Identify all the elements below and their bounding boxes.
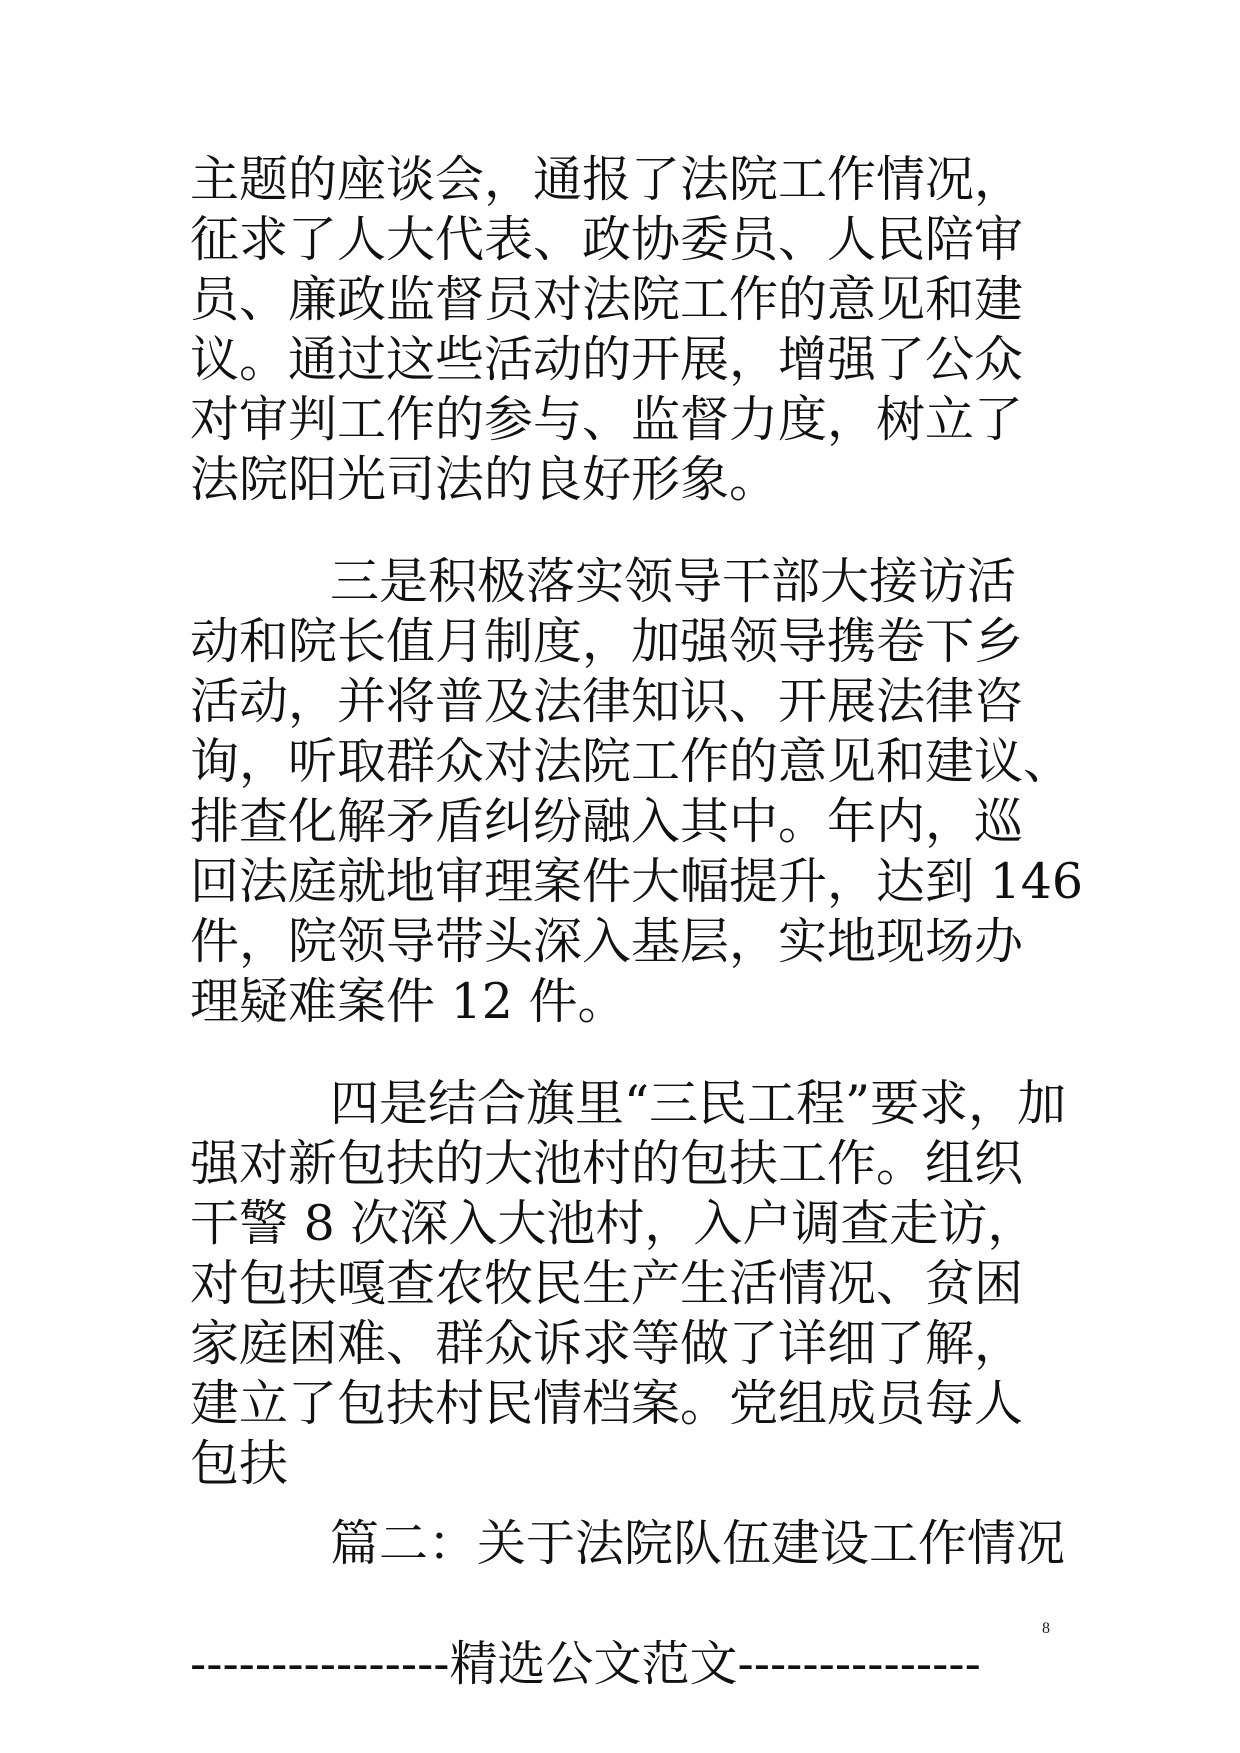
paragraph-line: 法院阳光司法的良好形象。: [190, 451, 779, 508]
section-heading: 篇二：关于法院队伍建设工作情况: [330, 1515, 1066, 1572]
paragraph-2: [190, 552, 1084, 1032]
paragraph-line: 强对新包扶的大池村的包扶工作。组织: [190, 1135, 1024, 1192]
page-number: 8: [1042, 1620, 1050, 1637]
paragraph-line: 排查化解矛盾纠纷融入其中。年内，巡: [190, 793, 1024, 850]
paragraph-line: 件，院领导带头深入基层，实地现场办: [190, 913, 1024, 970]
paragraph-line: 四是结合旗里“三民工程”要求，加: [330, 1075, 1067, 1132]
paragraph-line: 动和院长值月制度，加强领导携卷下乡: [190, 613, 1024, 670]
paragraph-line: 包扶: [190, 1435, 289, 1492]
paragraph-line: 议。通过这些活动的开展，增强了公众: [190, 331, 1024, 388]
footer-banner: ----------------精选公文范文---------------: [190, 1636, 981, 1692]
paragraph-line: 干警 8 次深入大池村，入户调查走访，: [190, 1195, 1037, 1252]
section-heading-block: [190, 1514, 1066, 1574]
paragraph-line: 对审判工作的参与、监督力度，树立了: [190, 391, 1024, 448]
paragraph-line: 征求了人大代表、政协委员、人民陪审: [190, 211, 1024, 268]
paragraph-line: 回法庭就地审理案件大幅提升，达到 146: [190, 853, 1084, 910]
paragraph-line: 理疑难案件 12 件。: [190, 973, 627, 1030]
paragraph-line: 活动，并将普及法律知识、开展法律咨: [190, 673, 1024, 730]
paragraph-1: [190, 150, 1060, 510]
paragraph-line: 建立了包扶村民情档案。党组成员每人: [190, 1375, 1024, 1432]
paragraph-3: [190, 1074, 1067, 1494]
paragraph-line: 对包扶嘎查农牧民生产生活情况、贫困: [190, 1255, 1024, 1312]
paragraph-line: 主题的座谈会，通报了法院工作情况，: [190, 151, 1024, 208]
paragraph-line: 三是积极落实领导干部大接访活: [330, 553, 1017, 610]
paragraph-line: 询，听取群众对法院工作的意见和建议、: [190, 733, 1073, 790]
paragraph-line: 家庭困难、群众诉求等做了详细了解，: [190, 1315, 1024, 1372]
paragraph-line: 员、廉政监督员对法院工作的意见和建: [190, 271, 1024, 328]
